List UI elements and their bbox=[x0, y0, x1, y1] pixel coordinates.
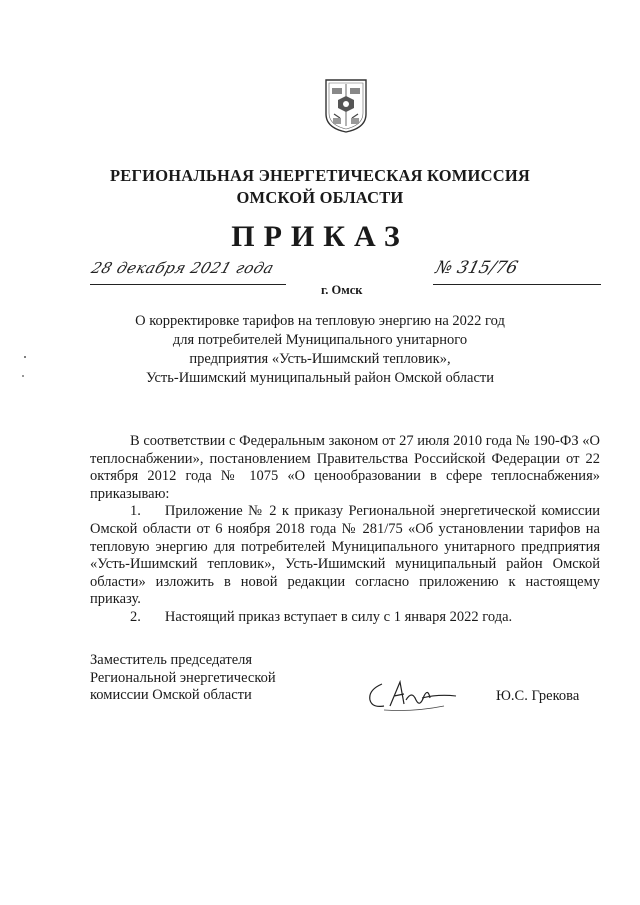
item-1-number: 1. bbox=[130, 503, 141, 520]
signer-position-line1: Заместитель председателя bbox=[90, 652, 253, 668]
org-title-line1: РЕГИОНАЛЬНАЯ ЭНЕРГЕТИЧЕСКАЯ КОМИССИЯ bbox=[110, 166, 530, 185]
item-2-text: Настоящий приказ вступает в силу с 1 января 2022 года. bbox=[164, 608, 513, 625]
handwritten-order-number: № 315/76 bbox=[433, 258, 520, 278]
subject-line4: Усть-Ишимский муниципальный район Омской области bbox=[145, 370, 495, 386]
scan-speck bbox=[22, 375, 24, 377]
signer-position bbox=[90, 652, 276, 705]
org-title-line2: ОМСКОЙ ОБЛАСТИ bbox=[236, 188, 404, 207]
document-type-title: ПРИКАЗ bbox=[231, 220, 409, 253]
signer-position-line3: комиссии Омской области bbox=[90, 687, 252, 704]
order-subject bbox=[100, 312, 540, 388]
item-1-text: Приложение № 2 к приказу Региональной энергетической комиссии Омской области от 6 ноября 2018 года № 281/75 «Об установлении тарифов на тепловую энергию для потребителей Муниципального унитарного предприятия «Усть-Ишимский тепловик», Усть-Ишимский муниципальный район Омской области» изложить в новой редакции согласно приложению к настоящему приказу. bbox=[90, 503, 600, 608]
preamble-paragraph: В соответствии с Федеральным законом от 27 июля 2010 года № 190-ФЗ «О теплоснабжении», постановлением Правительства Российской Федерации от 22 октября 2012 года № 1075 «О ценообразовании в сфере теплоснабжения» приказываю: bbox=[90, 433, 600, 502]
order-body bbox=[90, 433, 600, 627]
signer-name: Ю.С. Грекова bbox=[496, 688, 580, 704]
handwritten-signature bbox=[364, 676, 460, 716]
subject-line2: для потребителей Муниципального унитарного bbox=[172, 332, 468, 348]
subject-line1: О корректировке тарифов на тепловую энергию на 2022 год bbox=[135, 313, 505, 329]
item-1-paragraph bbox=[90, 503, 600, 609]
item-2-paragraph bbox=[90, 609, 600, 627]
item-2-number: 2. bbox=[130, 608, 141, 625]
coat-of-arms-icon bbox=[324, 78, 368, 134]
scan-speck bbox=[24, 356, 26, 358]
city-label: г. Омск bbox=[321, 283, 363, 297]
handwritten-date: 28 декабря 2021 года bbox=[89, 259, 277, 277]
subject-line3: предприятия «Усть-Ишимский тепловик», bbox=[189, 351, 451, 367]
organization-title bbox=[0, 165, 640, 209]
signer-position-line2: Региональной энергетической bbox=[90, 669, 276, 686]
